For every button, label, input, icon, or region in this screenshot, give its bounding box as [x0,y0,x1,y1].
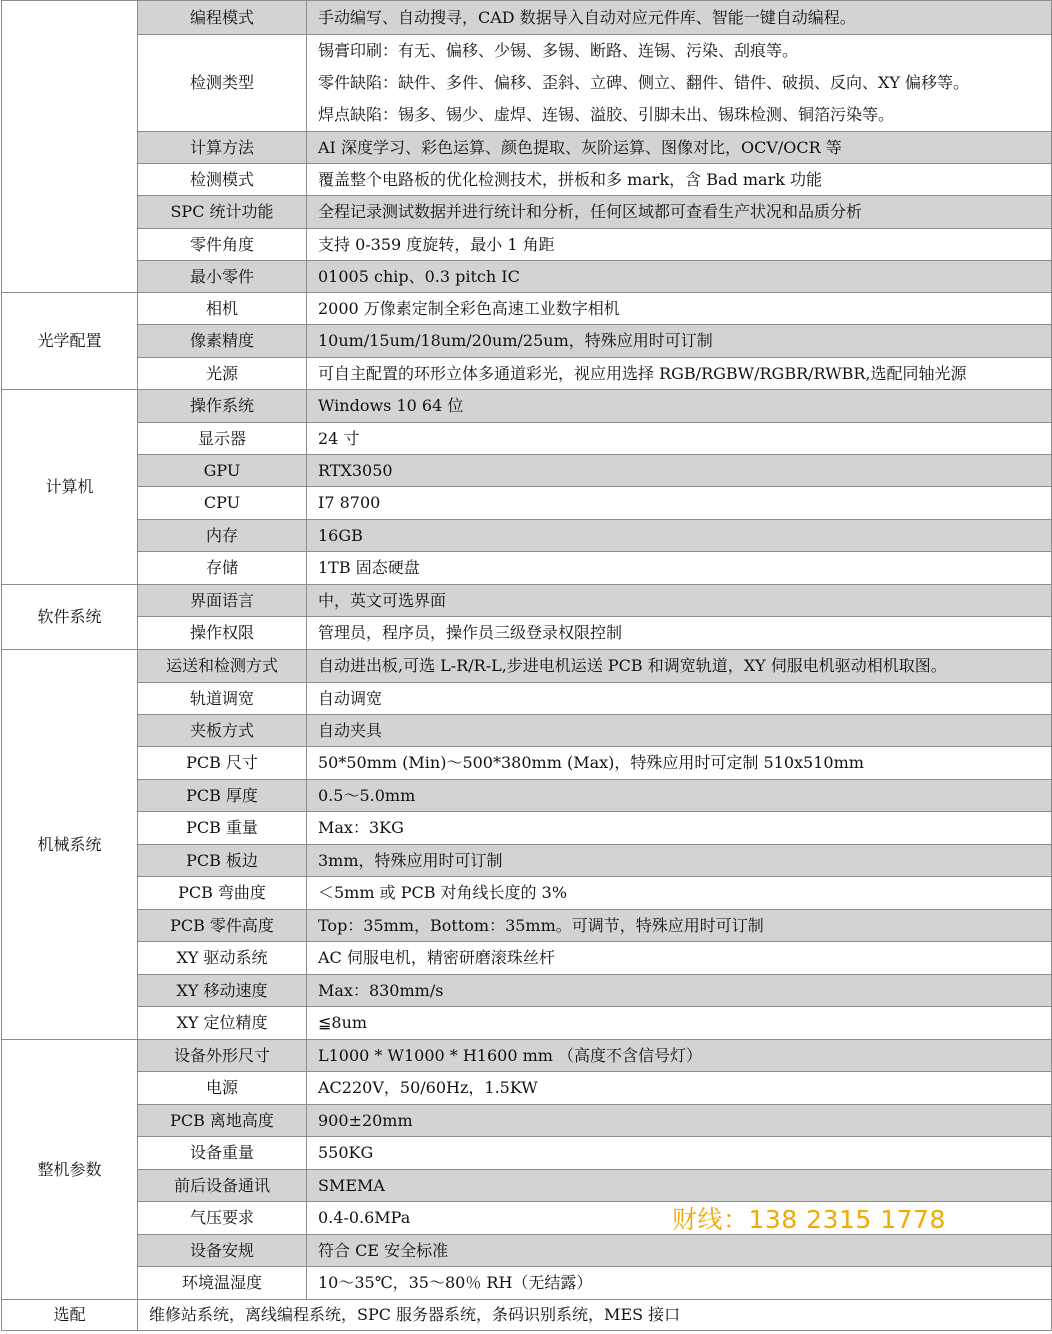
optional-value: 维修站系统，离线编程系统，SPC 服务器系统，条码识别系统，MES 接口 [138,1300,1052,1331]
spec-row [2,520,1052,552]
spec-item-label: 内存 [138,520,307,552]
spec-table-body [2,1,1052,1331]
spec-item-value: 覆盖整个电路板的优化检测技术，拼板和多 mark，含 Bad mark 功能 [307,164,1052,196]
spec-group-label: 光学配置 [2,293,138,390]
spec-item-label: 检测类型 [138,35,307,132]
spec-row [2,585,1052,617]
spec-item-label: XY 移动速度 [138,975,307,1007]
spec-item-label: 设备外形尺寸 [138,1040,307,1072]
spec-item-label: 界面语言 [138,585,307,617]
spec-row [2,164,1052,196]
spec-item-label: 环境温湿度 [138,1267,307,1300]
optional-row [2,1300,1052,1331]
spec-item-value: AC220V，50/60Hz，1.5KW [307,1072,1052,1105]
spec-item-label: PCB 厚度 [138,780,307,812]
spec-item-label: 电源 [138,1072,307,1105]
spec-item-label: 光源 [138,358,307,390]
spec-row [2,325,1052,358]
spec-item-label: 操作权限 [138,617,307,650]
spec-item-value: 自动夹具 [307,715,1052,747]
spec-row [2,812,1052,845]
spec-item-label: GPU [138,455,307,487]
spec-group-label: 软件系统 [2,585,138,650]
spec-row [2,1235,1052,1267]
spec-item-label: PCB 离地高度 [138,1105,307,1137]
spec-item-label: PCB 板边 [138,845,307,877]
spec-item-value: 16GB [307,520,1052,552]
spec-item-label: 最小零件 [138,261,307,293]
spec-row [2,552,1052,585]
spec-group-label: 整机参数 [2,1040,138,1300]
spec-row [2,975,1052,1007]
spec-item-label: 轨道调宽 [138,683,307,715]
spec-item-value: 550KG [307,1137,1052,1170]
spec-item-label: PCB 尺寸 [138,747,307,780]
spec-item-value: 3mm，特殊应用时可订制 [307,845,1052,877]
spec-item-label: PCB 重量 [138,812,307,845]
spec-item-value: 24 寸 [307,423,1052,455]
spec-row [2,1040,1052,1072]
spec-row [2,910,1052,942]
spec-row [2,617,1052,650]
spec-item-value: AC 伺服电机，精密研磨滚珠丝杆 [307,942,1052,975]
spec-item-value: ＜5mm 或 PCB 对角线长度的 3% [307,877,1052,910]
spec-row [2,1072,1052,1105]
spec-row [2,487,1052,520]
spec-row [2,1105,1052,1137]
spec-row [2,1137,1052,1170]
spec-row [2,261,1052,293]
spec-row [2,455,1052,487]
spec-row [2,1202,1052,1235]
spec-item-value: 01005 chip、0.3 pitch IC [307,261,1052,293]
spec-item-value [307,35,1052,132]
spec-item-label: 设备重量 [138,1137,307,1170]
spec-row [2,358,1052,390]
spec-row [2,35,1052,132]
spec-item-value: 全程记录测试数据并进行统计和分析，任何区域都可查看生产状况和品质分析 [307,196,1052,229]
spec-item-value: 管理员，程序员，操作员三级登录权限控制 [307,617,1052,650]
spec-row [2,747,1052,780]
spec-item-value: 中，英文可选界面 [307,585,1052,617]
spec-item-value: AI 深度学习、彩色运算、颜色提取、灰阶运算、图像对比，OCV/OCR 等 [307,132,1052,164]
spec-row [2,196,1052,229]
spec-row [2,229,1052,261]
spec-row [2,423,1052,455]
spec-row [2,390,1052,423]
spec-item-label: 相机 [138,293,307,325]
spec-row [2,1007,1052,1040]
spec-group-label [2,1,138,293]
spec-row [2,845,1052,877]
spec-item-label: XY 驱动系统 [138,942,307,975]
spec-group-label: 计算机 [2,390,138,585]
spec-item-value: Max：3KG [307,812,1052,845]
spec-item-value: 手动编写、自动搜寻，CAD 数据导入自动对应元件库、智能一键自动编程。 [307,1,1052,35]
spec-item-label: PCB 弯曲度 [138,877,307,910]
spec-item-value: ≦8um [307,1007,1052,1040]
spec-value-line: 零件缺陷：缺件、多件、偏移、歪斜、立碑、侧立、翻件、错件、破损、反向、XY 偏移等。 [318,73,970,92]
spec-row [2,1267,1052,1300]
spec-row [2,650,1052,683]
spec-item-label: PCB 零件高度 [138,910,307,942]
spec-row [2,1,1052,35]
spec-item-value: 自动调宽 [307,683,1052,715]
spec-item-value: 50*50mm (Min)～500*380mm (Max)，特殊应用时可定制 510x510mm [307,747,1052,780]
spec-item-value: 1TB 固态硬盘 [307,552,1052,585]
spec-item-value: 0.5～5.0mm [307,780,1052,812]
spec-item-label: CPU [138,487,307,520]
spec-item-label: 存储 [138,552,307,585]
spec-row [2,1170,1052,1202]
spec-item-value: SMEMA [307,1170,1052,1202]
spec-item-label: 气压要求 [138,1202,307,1235]
spec-row [2,780,1052,812]
spec-item-value: 符合 CE 安全标准 [307,1235,1052,1267]
spec-item-value: 900±20mm [307,1105,1052,1137]
contact-watermark: 财线：138 2315 1778 [672,1205,946,1234]
spec-item-value: 0.4-0.6MPa [307,1202,1052,1235]
optional-label: 选配 [2,1300,138,1331]
spec-item-label: 零件角度 [138,229,307,261]
spec-value-line: 锡膏印刷：有无、偏移、少锡、多锡、断路、连锡、污染、刮痕等。 [318,41,799,60]
spec-group-label: 机械系统 [2,650,138,1040]
spec-item-label: 像素精度 [138,325,307,358]
spec-item-value: 自动进出板,可选 L-R/R-L,步进电机运送 PCB 和调宽轨道，XY 伺服电机驱动相机取图。 [307,650,1052,683]
spec-row [2,683,1052,715]
spec-item-value: L1000 * W1000 * H1600 mm （高度不含信号灯） [307,1040,1052,1072]
spec-item-label: 计算方法 [138,132,307,164]
spec-item-label: 编程模式 [138,1,307,35]
spec-item-value: Top：35mm，Bottom：35mm。可调节，特殊应用时可订制 [307,910,1052,942]
spec-item-label: 检测模式 [138,164,307,196]
spec-item-value: I7 8700 [307,487,1052,520]
spec-item-value: 10um/15um/18um/20um/25um，特殊应用时可订制 [307,325,1052,358]
spec-item-value: Windows 10 64 位 [307,390,1052,423]
spec-row [2,715,1052,747]
spec-item-value: Max：830mm/s [307,975,1052,1007]
spec-item-label: 前后设备通讯 [138,1170,307,1202]
spec-row [2,132,1052,164]
spec-item-label: 设备安规 [138,1235,307,1267]
spec-item-value: 10～35℃，35～80％ RH（无结露） [307,1267,1052,1300]
spec-row [2,942,1052,975]
spec-value-line: 焊点缺陷：锡多、锡少、虚焊、连锡、溢胶、引脚未出、锡珠检测、铜箔污染等。 [318,105,895,124]
spec-item-label: 操作系统 [138,390,307,423]
spec-item-label: XY 定位精度 [138,1007,307,1040]
spec-item-value: 2000 万像素定制全彩色高速工业数字相机 [307,293,1052,325]
spec-item-value: 可自主配置的环形立体多通道彩光，视应用选择 RGB/RGBW/RGBR/RWBR,选配同轴光源 [307,358,1052,390]
spec-item-label: SPC 统计功能 [138,196,307,229]
spec-table [1,0,1052,1331]
spec-item-label: 显示器 [138,423,307,455]
spec-item-value: 支持 0-359 度旋转，最小 1 角距 [307,229,1052,261]
spec-item-label: 运送和检测方式 [138,650,307,683]
spec-item-value: RTX3050 [307,455,1052,487]
spec-item-label: 夹板方式 [138,715,307,747]
spec-row [2,293,1052,325]
spec-row [2,877,1052,910]
